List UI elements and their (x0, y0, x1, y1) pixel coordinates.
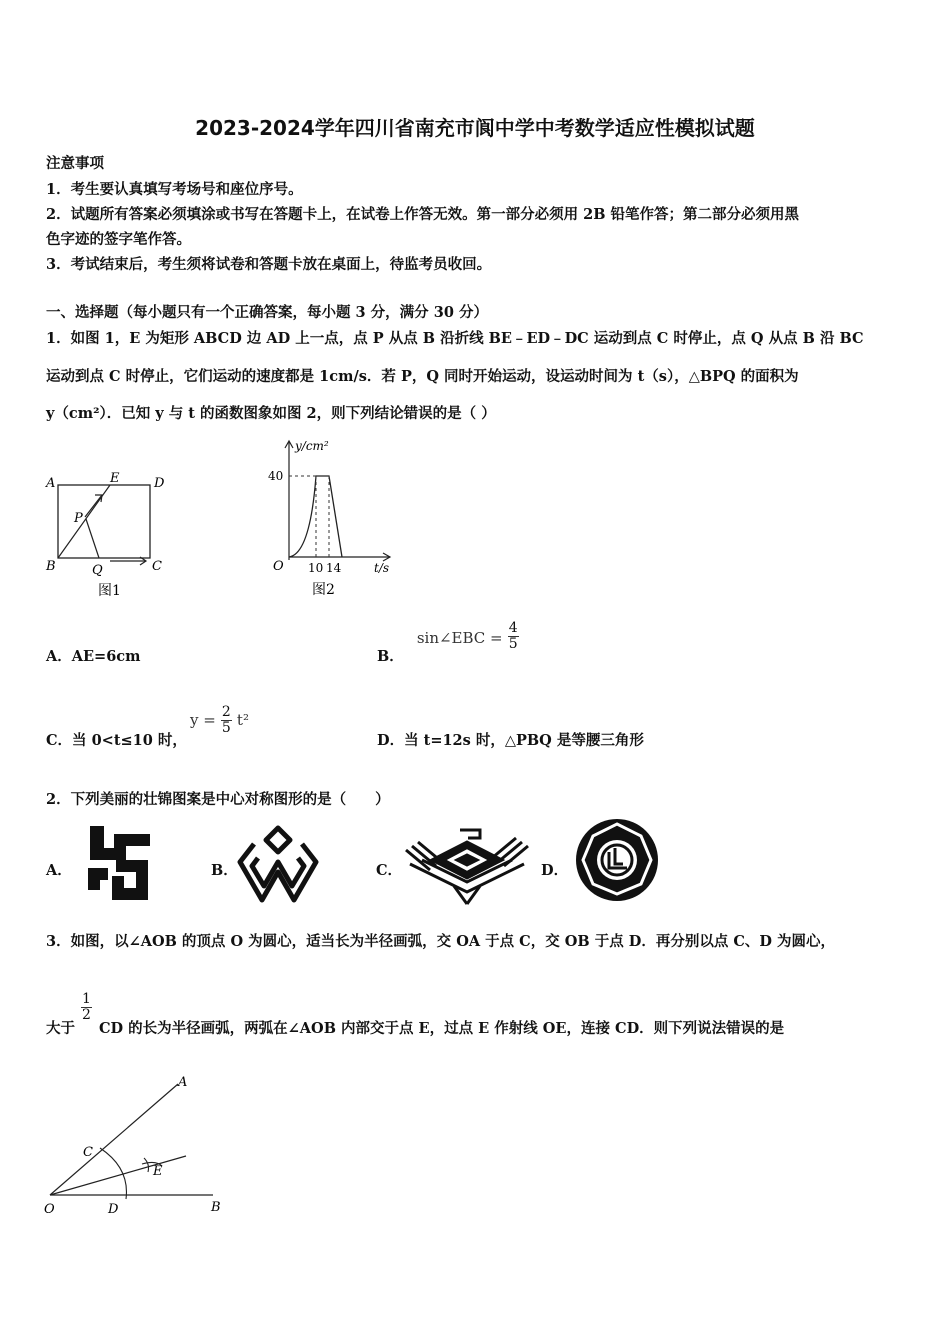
q1-stem-line2: 运动到点 C 时停止，它们运动的速度都是 1cm/s．若 P，Q 同时开始运动，设运动时间为 t（s），△BPQ 的面积为 (46, 368, 799, 385)
tick-14: 14 (326, 561, 342, 575)
q3-stem-line2-prefix: 大于 (46, 1020, 75, 1037)
q1-stem-line1: 1．如图 1，E 为矩形 ABCD 边 AD 上一点，点 P 从点 B 沿折线 BE﹣ED﹣DC 运动到点 C 时停止，点 Q 从点 B 沿 BC (46, 330, 864, 347)
q1-option-d: D．当 t=12s 时，△PBQ 是等腰三角形 (377, 732, 644, 749)
q1-option-c-lhs: y = (190, 711, 216, 730)
figure-1-caption: 图1 (98, 583, 121, 599)
arc-e1 (144, 1158, 149, 1172)
q1-option-c-tail: t² (236, 711, 249, 730)
fraction-denominator: 5 (508, 635, 518, 652)
fraction-half (81, 992, 92, 1022)
notice-item-1: 1．考生要认真填写考场号和座位序号。 (46, 181, 303, 198)
label-d: D (154, 476, 165, 491)
y-axis-label: y/cm² (295, 439, 329, 453)
q2-stem: 2．下列美丽的壮锦图案是中心对称图形的是（ ） (46, 791, 390, 808)
q3-fraction (81, 992, 92, 1022)
tick-40: 40 (268, 469, 284, 483)
label-b: B (211, 1200, 221, 1215)
rectangle-abcd (58, 485, 150, 558)
q2-pattern-b (236, 822, 320, 904)
label-c: C (152, 559, 162, 574)
page-title: 2023-2024学年四川省南充市阆中学中考数学适应性模拟试题 (195, 116, 755, 140)
arrow-p (85, 495, 102, 517)
tick-10: 10 (308, 561, 324, 575)
q2-option-b-label: B． (211, 862, 238, 879)
q3-stem-line2: CD 的长为半径画弧，两弧在∠AOB 内部交于点 E，过点 E 作射线 OE，连接 CD．则下列说法错误的是 (99, 1020, 785, 1037)
label-q: Q (92, 563, 103, 578)
label-a: A (178, 1075, 188, 1090)
q2-pattern-a (86, 824, 152, 902)
q1-option-b-fraction (508, 621, 519, 651)
label-e: E (153, 1164, 163, 1179)
x-axis-label: t/s (374, 561, 390, 575)
fraction-denominator: 5 (221, 719, 231, 736)
label-d: D (108, 1202, 119, 1217)
notice-item-3: 3．考试结束后，考生须将试卷和答题卡放在桌面上，待监考员收回。 (46, 256, 492, 273)
section-heading: 一、选择题（每小题只有一个正确答案，每小题 3 分，满分 30 分） (46, 304, 488, 321)
notice-item-2: 2．试题所有答案必须填涂或书写在答题卡上，在试卷上作答无效。第一部分必须用 2B 铅笔作答；第二部分必须用黑 (46, 206, 800, 223)
q1-option-c-fraction (221, 705, 232, 735)
q3-stem-line1: 3．如图，以∠AOB 的顶点 O 为圆心，适当长为半径画弧，交 OA 于点 C，交 OB 于点 D．再分别以点 C、D 为圆心， (46, 933, 836, 950)
q1-option-b-expr: sin∠EBC = (416, 629, 503, 647)
q1-option-c-label: C．当 0<t≤10 时， (46, 732, 187, 749)
q1-option-a: A．AE=6cm (46, 648, 141, 665)
q1-option-b-label: B． (377, 648, 404, 665)
label-e: E (110, 471, 120, 486)
label-a: A (46, 476, 56, 491)
fraction-numerator: 2 (221, 704, 231, 720)
ray-oe (50, 1156, 186, 1195)
notice-item-2-cont: 色字迹的签字笔作答。 (46, 231, 191, 248)
fraction-denominator: 2 (82, 1006, 91, 1023)
origin-label: O (273, 559, 284, 574)
q1-option-b (377, 620, 519, 667)
q3-figure (38, 1068, 238, 1218)
q2-option-d-label: D． (541, 862, 569, 879)
fraction-numerator: 4 (508, 620, 518, 636)
label-p: P (74, 511, 83, 526)
label-o: O (44, 1202, 55, 1217)
fraction-numerator: 1 (82, 991, 91, 1007)
q2-option-a-label: A． (46, 862, 72, 879)
q1-option-c-expression (190, 705, 249, 735)
notice-heading: 注意事项 (46, 155, 104, 172)
segment-pq (86, 519, 99, 558)
q1-figure-1 (40, 462, 180, 602)
label-b: B (46, 559, 56, 574)
label-c: C (83, 1145, 93, 1160)
arc-cd (100, 1148, 126, 1199)
q1-figure-2 (262, 436, 402, 602)
q2-option-c-label: C． (376, 862, 403, 879)
q1-stem-line3: y（cm²）．已知 y 与 t 的函数图象如图 2，则下列结论错误的是（ ） (46, 405, 496, 422)
q2-pattern-c (402, 820, 532, 906)
figure-2-caption: 图2 (312, 582, 335, 598)
q2-pattern-d (573, 818, 661, 902)
